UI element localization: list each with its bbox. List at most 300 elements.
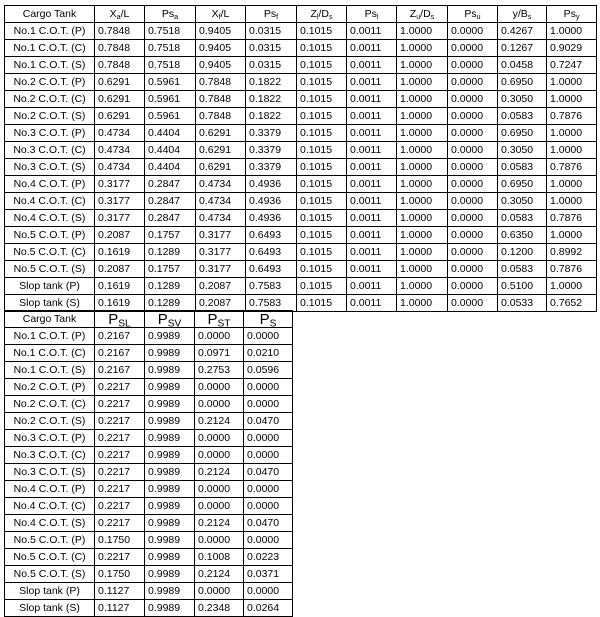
value-cell: 0.1822 xyxy=(246,91,297,108)
value-cell: 0.1015 xyxy=(297,261,347,278)
value-cell: 1.0000 xyxy=(547,91,597,108)
tank-name-cell: No.3 C.O.T. (C) xyxy=(5,142,95,159)
value-cell: 0.1015 xyxy=(297,295,347,312)
value-cell: 0.9029 xyxy=(547,40,597,57)
value-cell: 0.9989 xyxy=(145,532,195,549)
tank-name-cell: Slop tank (P) xyxy=(5,278,95,295)
value-cell: 0.2167 xyxy=(95,328,145,345)
value-cell: 0.9989 xyxy=(145,566,195,583)
value-cell: 1.0000 xyxy=(397,244,448,261)
value-cell: 0.0315 xyxy=(246,23,297,40)
value-cell: 0.0583 xyxy=(498,210,547,227)
value-cell: 0.7848 xyxy=(95,57,145,74)
value-cell: 1.0000 xyxy=(547,278,597,295)
value-cell: 0.9989 xyxy=(145,498,195,515)
table-row xyxy=(5,244,597,261)
table-row xyxy=(5,396,293,413)
value-cell: 0.7848 xyxy=(196,91,246,108)
value-cell: 0.2847 xyxy=(145,210,196,227)
value-cell: 0.8992 xyxy=(547,244,597,261)
value-cell: 1.0000 xyxy=(397,142,448,159)
value-cell: 0.0000 xyxy=(195,498,244,515)
value-cell: 0.0000 xyxy=(244,583,293,600)
value-cell: 0.9989 xyxy=(145,515,195,532)
value-cell: 0.9989 xyxy=(145,328,195,345)
header-ps-l: $Ps_l$ xyxy=(347,6,397,23)
value-cell: 0.9989 xyxy=(145,396,195,413)
header-xa-over-l: $X_a/L$ xyxy=(95,6,145,23)
table-row xyxy=(5,74,597,91)
value-cell: 1.0000 xyxy=(547,227,597,244)
tank-name-cell: No.5 C.O.T. (P) xyxy=(5,532,95,549)
value-cell: 0.1015 xyxy=(297,210,347,227)
probability-table-lower xyxy=(4,310,293,617)
value-cell: 0.2847 xyxy=(145,193,196,210)
table-row xyxy=(5,447,293,464)
value-cell: 0.0000 xyxy=(448,227,498,244)
value-cell: 0.0000 xyxy=(195,481,244,498)
value-cell: 0.0000 xyxy=(195,447,244,464)
tank-name-cell: Slop tank (S) xyxy=(5,600,95,617)
value-cell: 0.5961 xyxy=(145,108,196,125)
value-cell: 0.4404 xyxy=(145,142,196,159)
value-cell: 0.3379 xyxy=(246,125,297,142)
value-cell: 0.0000 xyxy=(448,108,498,125)
tank-name-cell: No.4 C.O.T. (P) xyxy=(5,481,95,498)
tank-name-cell: No.5 C.O.T. (C) xyxy=(5,549,95,566)
value-cell: 0.0315 xyxy=(246,57,297,74)
value-cell: 0.0011 xyxy=(347,108,397,125)
tank-name-cell: No.3 C.O.T. (S) xyxy=(5,464,95,481)
value-cell: 0.2087 xyxy=(196,278,246,295)
value-cell: 0.7876 xyxy=(547,159,597,176)
value-cell: 0.0596 xyxy=(244,362,293,379)
value-cell: 1.0000 xyxy=(547,176,597,193)
value-cell: 0.7652 xyxy=(547,295,597,312)
value-cell: 0.1015 xyxy=(297,159,347,176)
table-row xyxy=(5,566,293,583)
value-cell: 0.2087 xyxy=(95,227,145,244)
table-row xyxy=(5,600,293,617)
value-cell: 1.0000 xyxy=(547,74,597,91)
header-y-over-bs: $y/B_s$ xyxy=(498,6,547,23)
table-row xyxy=(5,176,597,193)
value-cell: 0.0000 xyxy=(448,193,498,210)
value-cell: 0.0000 xyxy=(448,74,498,91)
tank-name-cell: No.2 C.O.T. (C) xyxy=(5,396,95,413)
value-cell: 0.2167 xyxy=(95,362,145,379)
value-cell: 0.2124 xyxy=(195,566,244,583)
table-row xyxy=(5,379,293,396)
value-cell: 0.6493 xyxy=(246,261,297,278)
value-cell: 1.0000 xyxy=(397,278,448,295)
tank-name-cell: No.2 C.O.T. (C) xyxy=(5,91,95,108)
value-cell: 0.0011 xyxy=(347,74,397,91)
table-row xyxy=(5,108,597,125)
table-row xyxy=(5,40,597,57)
tank-name-cell: No.1 C.O.T. (C) xyxy=(5,345,95,362)
value-cell: 0.4404 xyxy=(145,125,196,142)
table-row xyxy=(5,430,293,447)
value-cell: 0.9989 xyxy=(145,345,195,362)
value-cell: 0.9405 xyxy=(196,23,246,40)
value-cell: 0.3379 xyxy=(246,142,297,159)
value-cell: 0.0000 xyxy=(244,447,293,464)
value-cell: 0.2348 xyxy=(195,600,244,617)
tank-name-cell: No.3 C.O.T. (P) xyxy=(5,125,95,142)
value-cell: 0.9989 xyxy=(145,583,195,600)
tank-name-cell: No.1 C.O.T. (P) xyxy=(5,23,95,40)
value-cell: 0.6950 xyxy=(498,125,547,142)
value-cell: 0.2217 xyxy=(95,549,145,566)
value-cell: 0.0011 xyxy=(347,91,397,108)
header-ps-a: $Ps_a$ xyxy=(145,6,196,23)
value-cell: 0.1289 xyxy=(145,278,196,295)
value-cell: 0.0223 xyxy=(244,549,293,566)
value-cell: 0.7876 xyxy=(547,261,597,278)
value-cell: 0.9405 xyxy=(196,57,246,74)
value-cell: 1.0000 xyxy=(397,40,448,57)
tank-name-cell: No.1 C.O.T. (S) xyxy=(5,57,95,74)
value-cell: 0.0011 xyxy=(347,23,397,40)
table-row xyxy=(5,515,293,532)
value-cell: 0.2217 xyxy=(95,498,145,515)
value-cell: 0.1015 xyxy=(297,176,347,193)
value-cell: 0.4936 xyxy=(246,193,297,210)
header-ps-y: $Ps_y$ xyxy=(547,6,597,23)
value-cell: 0.4734 xyxy=(95,142,145,159)
value-cell: 0.3177 xyxy=(196,227,246,244)
value-cell: 1.0000 xyxy=(547,23,597,40)
header-p-sl: $P_{SL}$ xyxy=(95,311,145,328)
value-cell: 0.1127 xyxy=(95,600,145,617)
value-cell: 0.7518 xyxy=(145,57,196,74)
value-cell: 0.0000 xyxy=(448,57,498,74)
table-row xyxy=(5,362,293,379)
value-cell: 0.9989 xyxy=(145,600,195,617)
value-cell: 0.0264 xyxy=(244,600,293,617)
value-cell: 0.1015 xyxy=(297,57,347,74)
table-row xyxy=(5,278,597,295)
value-cell: 1.0000 xyxy=(397,261,448,278)
value-cell: 0.0000 xyxy=(244,328,293,345)
value-cell: 1.0000 xyxy=(397,57,448,74)
value-cell: 0.0011 xyxy=(347,261,397,278)
header-cargo-tank: Cargo Tank xyxy=(5,311,95,328)
value-cell: 0.9989 xyxy=(145,362,195,379)
value-cell: 0.9989 xyxy=(145,430,195,447)
tank-name-cell: No.4 C.O.T. (C) xyxy=(5,498,95,515)
tank-name-cell: No.1 C.O.T. (P) xyxy=(5,328,95,345)
value-cell: 0.1289 xyxy=(145,244,196,261)
value-cell: 0.4404 xyxy=(145,159,196,176)
value-cell: 1.0000 xyxy=(397,159,448,176)
table-row xyxy=(5,498,293,515)
value-cell: 0.0971 xyxy=(195,345,244,362)
table-row xyxy=(5,57,597,74)
tank-name-cell: No.5 C.O.T. (C) xyxy=(5,244,95,261)
value-cell: 1.0000 xyxy=(397,74,448,91)
value-cell: 0.4734 xyxy=(196,193,246,210)
value-cell: 0.0011 xyxy=(347,227,397,244)
value-cell: 0.9989 xyxy=(145,379,195,396)
value-cell: 0.1015 xyxy=(297,125,347,142)
value-cell: 0.1619 xyxy=(95,295,145,312)
table-row xyxy=(5,193,597,210)
table-row xyxy=(5,328,293,345)
value-cell: 0.0458 xyxy=(498,57,547,74)
tank-name-cell: No.2 C.O.T. (S) xyxy=(5,108,95,125)
value-cell: 0.3050 xyxy=(498,193,547,210)
value-cell: 0.0000 xyxy=(448,142,498,159)
value-cell: 0.9989 xyxy=(145,549,195,566)
table-row xyxy=(5,464,293,481)
value-cell: 0.0000 xyxy=(244,498,293,515)
value-cell: 0.0011 xyxy=(347,210,397,227)
value-cell: 0.6291 xyxy=(95,108,145,125)
value-cell: 0.6493 xyxy=(246,227,297,244)
value-cell: 1.0000 xyxy=(397,210,448,227)
header-xf-over-l: $X_f/L$ xyxy=(196,6,246,23)
value-cell: 0.0000 xyxy=(448,295,498,312)
value-cell: 0.1750 xyxy=(95,532,145,549)
value-cell: 0.1267 xyxy=(498,40,547,57)
value-cell: 0.2167 xyxy=(95,345,145,362)
value-cell: 0.1015 xyxy=(297,108,347,125)
value-cell: 0.2087 xyxy=(95,261,145,278)
value-cell: 1.0000 xyxy=(547,125,597,142)
value-cell: 0.2217 xyxy=(95,447,145,464)
value-cell: 0.4734 xyxy=(95,159,145,176)
tank-name-cell: No.5 C.O.T. (S) xyxy=(5,566,95,583)
table-row xyxy=(5,23,597,40)
value-cell: 0.7848 xyxy=(95,40,145,57)
value-cell: 0.0000 xyxy=(448,91,498,108)
value-cell: 0.0011 xyxy=(347,142,397,159)
value-cell: 0.6291 xyxy=(196,142,246,159)
value-cell: 0.0000 xyxy=(244,396,293,413)
value-cell: 0.0583 xyxy=(498,261,547,278)
value-cell: 0.1750 xyxy=(95,566,145,583)
value-cell: 0.2753 xyxy=(195,362,244,379)
value-cell: 0.2217 xyxy=(95,464,145,481)
value-cell: 0.0011 xyxy=(347,295,397,312)
tank-name-cell: No.2 C.O.T. (S) xyxy=(5,413,95,430)
value-cell: 1.0000 xyxy=(397,176,448,193)
value-cell: 0.0583 xyxy=(498,159,547,176)
tank-name-cell: No.3 C.O.T. (P) xyxy=(5,430,95,447)
table-row xyxy=(5,125,597,142)
value-cell: 0.0000 xyxy=(244,430,293,447)
value-cell: 0.0210 xyxy=(244,345,293,362)
value-cell: 0.9989 xyxy=(145,464,195,481)
tank-name-cell: No.4 C.O.T. (P) xyxy=(5,176,95,193)
value-cell: 0.5961 xyxy=(145,74,196,91)
value-cell: 0.1757 xyxy=(145,261,196,278)
value-cell: 0.2217 xyxy=(95,413,145,430)
value-cell: 0.0000 xyxy=(244,379,293,396)
value-cell: 0.7583 xyxy=(246,295,297,312)
value-cell: 0.2217 xyxy=(95,430,145,447)
header-cargo-tank: Cargo Tank xyxy=(5,6,95,23)
value-cell: 0.4936 xyxy=(246,210,297,227)
table-row xyxy=(5,142,597,159)
value-cell: 0.7518 xyxy=(145,40,196,57)
value-cell: 0.7848 xyxy=(196,108,246,125)
tank-name-cell: No.3 C.O.T. (S) xyxy=(5,159,95,176)
value-cell: 0.2217 xyxy=(95,379,145,396)
value-cell: 0.4734 xyxy=(196,210,246,227)
value-cell: 0.1619 xyxy=(95,278,145,295)
table-body xyxy=(5,23,597,312)
value-cell: 0.7518 xyxy=(145,23,196,40)
tank-name-cell: Slop tank (P) xyxy=(5,583,95,600)
value-cell: 0.4734 xyxy=(95,125,145,142)
value-cell: 0.2217 xyxy=(95,396,145,413)
value-cell: 0.3177 xyxy=(95,176,145,193)
value-cell: 0.0000 xyxy=(244,481,293,498)
header-zl-over-ds: $Z_l/D_s$ xyxy=(297,6,347,23)
value-cell: 0.0011 xyxy=(347,159,397,176)
tank-name-cell: Slop tank (S) xyxy=(5,295,95,312)
value-cell: 1.0000 xyxy=(547,142,597,159)
value-cell: 0.0011 xyxy=(347,40,397,57)
tank-name-cell: No.4 C.O.T. (S) xyxy=(5,515,95,532)
value-cell: 0.6350 xyxy=(498,227,547,244)
value-cell: 0.0000 xyxy=(195,583,244,600)
value-cell: 0.0011 xyxy=(347,176,397,193)
value-cell: 0.0371 xyxy=(244,566,293,583)
value-cell: 0.1015 xyxy=(297,244,347,261)
header-p-s: $P_S$ xyxy=(244,311,293,328)
value-cell: 0.7876 xyxy=(547,210,597,227)
header-p-sv: $P_{SV}$ xyxy=(145,311,195,328)
value-cell: 0.1015 xyxy=(297,74,347,91)
value-cell: 0.0011 xyxy=(347,193,397,210)
value-cell: 0.3050 xyxy=(498,142,547,159)
value-cell: 0.7848 xyxy=(196,74,246,91)
value-cell: 0.4734 xyxy=(196,176,246,193)
value-cell: 0.3177 xyxy=(196,244,246,261)
value-cell: 0.0000 xyxy=(195,328,244,345)
tank-name-cell: No.5 C.O.T. (P) xyxy=(5,227,95,244)
value-cell: 0.1127 xyxy=(95,583,145,600)
value-cell: 1.0000 xyxy=(397,108,448,125)
table-body xyxy=(5,328,293,617)
value-cell: 0.0000 xyxy=(244,532,293,549)
value-cell: 0.6291 xyxy=(95,74,145,91)
table-row xyxy=(5,481,293,498)
table-row xyxy=(5,210,597,227)
value-cell: 0.7583 xyxy=(246,278,297,295)
value-cell: 0.0011 xyxy=(347,244,397,261)
value-cell: 0.1015 xyxy=(297,278,347,295)
value-cell: 0.9989 xyxy=(145,481,195,498)
value-cell: 0.2847 xyxy=(145,176,196,193)
value-cell: 0.4267 xyxy=(498,23,547,40)
table-row xyxy=(5,91,597,108)
value-cell: 0.0000 xyxy=(448,125,498,142)
tank-name-cell: No.2 C.O.T. (P) xyxy=(5,74,95,91)
value-cell: 1.0000 xyxy=(397,193,448,210)
value-cell: 0.0000 xyxy=(195,379,244,396)
value-cell: 0.0000 xyxy=(448,261,498,278)
value-cell: 0.2124 xyxy=(195,413,244,430)
header-row xyxy=(5,6,597,23)
value-cell: 0.1757 xyxy=(145,227,196,244)
value-cell: 0.0011 xyxy=(347,125,397,142)
tank-name-cell: No.1 C.O.T. (S) xyxy=(5,362,95,379)
value-cell: 0.2217 xyxy=(95,515,145,532)
value-cell: 0.1015 xyxy=(297,23,347,40)
value-cell: 0.7247 xyxy=(547,57,597,74)
header-zu-over-ds: $Z_u/D_s$ xyxy=(397,6,448,23)
table-row xyxy=(5,583,293,600)
tank-name-cell: No.4 C.O.T. (S) xyxy=(5,210,95,227)
value-cell: 0.2217 xyxy=(95,481,145,498)
value-cell: 0.1015 xyxy=(297,91,347,108)
value-cell: 0.9405 xyxy=(196,40,246,57)
value-cell: 0.1015 xyxy=(297,193,347,210)
value-cell: 0.0533 xyxy=(498,295,547,312)
value-cell: 0.9989 xyxy=(145,447,195,464)
value-cell: 0.5961 xyxy=(145,91,196,108)
value-cell: 1.0000 xyxy=(397,295,448,312)
value-cell: 1.0000 xyxy=(397,227,448,244)
value-cell: 0.0000 xyxy=(195,430,244,447)
value-cell: 0.2124 xyxy=(195,464,244,481)
value-cell: 0.6291 xyxy=(95,91,145,108)
value-cell: 0.0315 xyxy=(246,40,297,57)
table-row xyxy=(5,345,293,362)
header-ps-f: $Ps_f$ xyxy=(246,6,297,23)
value-cell: 0.7876 xyxy=(547,108,597,125)
probability-table-upper xyxy=(4,5,597,312)
value-cell: 0.1200 xyxy=(498,244,547,261)
value-cell: 0.0470 xyxy=(244,515,293,532)
tank-name-cell: No.4 C.O.T. (C) xyxy=(5,193,95,210)
value-cell: 0.1015 xyxy=(297,142,347,159)
value-cell: 0.0000 xyxy=(448,23,498,40)
tank-name-cell: No.3 C.O.T. (C) xyxy=(5,447,95,464)
value-cell: 0.3177 xyxy=(196,261,246,278)
value-cell: 1.0000 xyxy=(547,193,597,210)
value-cell: 0.1619 xyxy=(95,244,145,261)
value-cell: 0.6291 xyxy=(196,125,246,142)
value-cell: 0.0470 xyxy=(244,464,293,481)
value-cell: 0.0000 xyxy=(448,278,498,295)
header-ps-u: $Ps_u$ xyxy=(448,6,498,23)
value-cell: 0.1015 xyxy=(297,227,347,244)
table-row xyxy=(5,261,597,278)
value-cell: 0.0011 xyxy=(347,278,397,295)
value-cell: 1.0000 xyxy=(397,91,448,108)
value-cell: 0.0000 xyxy=(195,532,244,549)
value-cell: 0.0000 xyxy=(448,210,498,227)
value-cell: 0.0583 xyxy=(498,108,547,125)
value-cell: 0.2087 xyxy=(196,295,246,312)
value-cell: 0.3379 xyxy=(246,159,297,176)
value-cell: 0.0000 xyxy=(195,396,244,413)
header-p-st: $P_{ST}$ xyxy=(195,311,244,328)
value-cell: 0.0000 xyxy=(448,244,498,261)
value-cell: 0.0000 xyxy=(448,176,498,193)
table-row xyxy=(5,549,293,566)
value-cell: 0.0000 xyxy=(448,159,498,176)
table-row xyxy=(5,295,597,312)
value-cell: 0.3177 xyxy=(95,210,145,227)
value-cell: 0.1822 xyxy=(246,108,297,125)
